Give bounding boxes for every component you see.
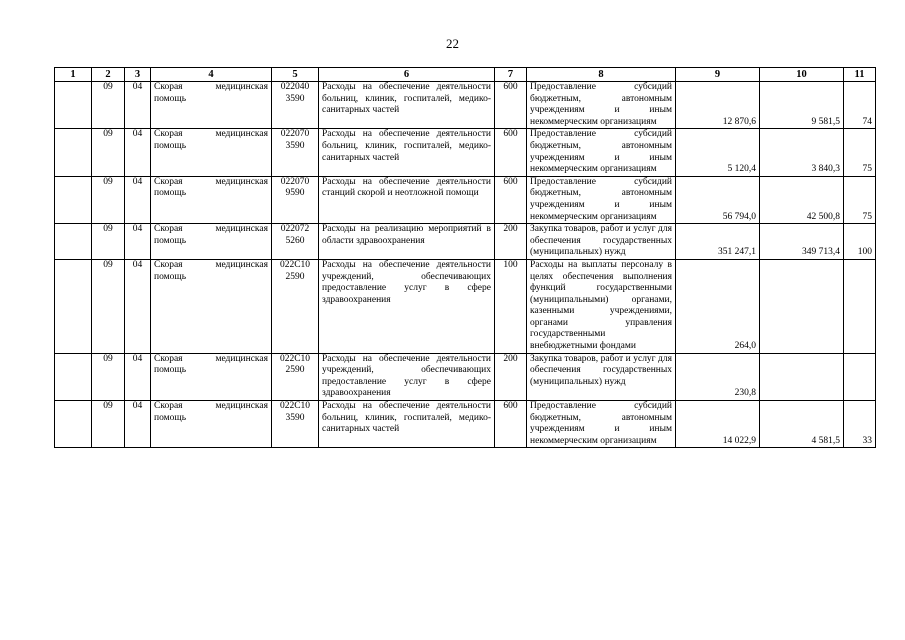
header-cell: 5 [272,68,319,82]
cell-subsection: 04 [125,401,151,448]
cell-section: 09 [92,259,125,353]
cell-section: 09 [92,353,125,400]
cell-name: Скорая медицинская помощь [151,82,272,129]
budget-table [54,67,876,448]
cell-target-code: 022040 3590 [272,82,319,129]
cell-target-code: 022070 9590 [272,176,319,223]
cell-actual: 42 500,8 [760,176,844,223]
cell-number [55,401,92,448]
cell-expense-description: Расходы на обеспечение деятельности учреждений, обеспечивающих предоставление услуг в сфере здравоохранения [319,353,495,400]
header-cell: 10 [760,68,844,82]
cell-section: 09 [92,82,125,129]
cell-percent: 33 [844,401,876,448]
cell-expense-type: 100 [495,259,527,353]
cell-expense-type-name: Закупка товаров, работ и услуг для обеспечения государственных (муниципальных) нужд [527,224,676,260]
header-cell: 7 [495,68,527,82]
cell-number [55,129,92,176]
table-row [55,224,876,260]
header-cell: 11 [844,68,876,82]
cell-section: 09 [92,224,125,260]
cell-expense-type: 600 [495,129,527,176]
table-row [55,176,876,223]
cell-target-code: 022C10 3590 [272,401,319,448]
cell-target-code: 022C10 2590 [272,259,319,353]
cell-number [55,259,92,353]
header-cell: 3 [125,68,151,82]
header-cell: 2 [92,68,125,82]
cell-target-code: 022070 3590 [272,129,319,176]
cell-actual [760,259,844,353]
cell-plan: 56 794,0 [676,176,760,223]
cell-name: Скорая медицинская помощь [151,401,272,448]
cell-percent [844,353,876,400]
header-cell: 6 [319,68,495,82]
cell-expense-type-name: Предоставление субсидий бюджетным, автономным учреждениям и иным некоммерческим организациям [527,176,676,223]
cell-percent: 75 [844,129,876,176]
cell-plan: 5 120,4 [676,129,760,176]
cell-expense-description: Расходы на обеспечение деятельности больниц, клиник, госпиталей, медико-санитарных частей [319,401,495,448]
cell-expense-type: 600 [495,401,527,448]
header-row [55,68,876,82]
cell-name: Скорая медицинская помощь [151,176,272,223]
cell-expense-type-name: Предоставление субсидий бюджетным, автономным учреждениям и иным некоммерческим организациям [527,129,676,176]
cell-subsection: 04 [125,82,151,129]
cell-percent [844,259,876,353]
cell-expense-description: Расходы на обеспечение деятельности учреждений, обеспечивающих предоставление услуг в сфере здравоохранения [319,259,495,353]
cell-plan: 12 870,6 [676,82,760,129]
cell-section: 09 [92,176,125,223]
cell-percent: 100 [844,224,876,260]
cell-actual: 3 840,3 [760,129,844,176]
page-number: 22 [446,36,459,51]
cell-number [55,353,92,400]
table-row [55,259,876,353]
cell-expense-description: Расходы на обеспечение деятельности больниц, клиник, госпиталей, медико-санитарных частей [319,82,495,129]
cell-plan: 264,0 [676,259,760,353]
cell-number [55,82,92,129]
header-cell: 9 [676,68,760,82]
table-row [55,129,876,176]
table-row [55,82,876,129]
cell-target-code: 022C10 2590 [272,353,319,400]
cell-expense-type: 200 [495,353,527,400]
cell-name: Скорая медицинская помощь [151,129,272,176]
cell-expense-type-name: Расходы на выплаты персоналу в целях обеспечения выполнения функций государственными (муниципальными) органами, казенными учреждениями, органами управления государственными внебюджетными фондами [527,259,676,353]
cell-expense-type: 200 [495,224,527,260]
cell-name: Скорая медицинская помощь [151,259,272,353]
cell-plan: 351 247,1 [676,224,760,260]
cell-expense-type: 600 [495,176,527,223]
cell-expense-description: Расходы на обеспечение деятельности станций скорой и неотложной помощи [319,176,495,223]
cell-subsection: 04 [125,353,151,400]
cell-section: 09 [92,129,125,176]
cell-name: Скорая медицинская помощь [151,353,272,400]
header-cell: 4 [151,68,272,82]
cell-target-code: 022072 5260 [272,224,319,260]
cell-number [55,224,92,260]
cell-actual: 349 713,4 [760,224,844,260]
table-row [55,353,876,400]
header-cell: 8 [527,68,676,82]
cell-section: 09 [92,401,125,448]
header-cell: 1 [55,68,92,82]
cell-subsection: 04 [125,224,151,260]
cell-subsection: 04 [125,129,151,176]
cell-expense-type-name: Предоставление субсидий бюджетным, автономным учреждениям и иным некоммерческим организациям [527,401,676,448]
cell-actual [760,353,844,400]
cell-expense-description: Расходы на обеспечение деятельности больниц, клиник, госпиталей, медико-санитарных частей [319,129,495,176]
cell-expense-type-name: Предоставление субсидий бюджетным, автономным учреждениям и иным некоммерческим организациям [527,82,676,129]
cell-plan: 230,8 [676,353,760,400]
cell-percent: 74 [844,82,876,129]
cell-subsection: 04 [125,259,151,353]
cell-actual: 9 581,5 [760,82,844,129]
cell-expense-description: Расходы на реализацию мероприятий в области здравоохранения [319,224,495,260]
cell-expense-type-name: Закупка товаров, работ и услуг для обеспечения государственных (муниципальных) нужд [527,353,676,400]
cell-actual: 4 581,5 [760,401,844,448]
cell-name: Скорая медицинская помощь [151,224,272,260]
cell-percent: 75 [844,176,876,223]
table-row [55,401,876,448]
cell-expense-type: 600 [495,82,527,129]
cell-number [55,176,92,223]
cell-plan: 14 022,9 [676,401,760,448]
cell-subsection: 04 [125,176,151,223]
